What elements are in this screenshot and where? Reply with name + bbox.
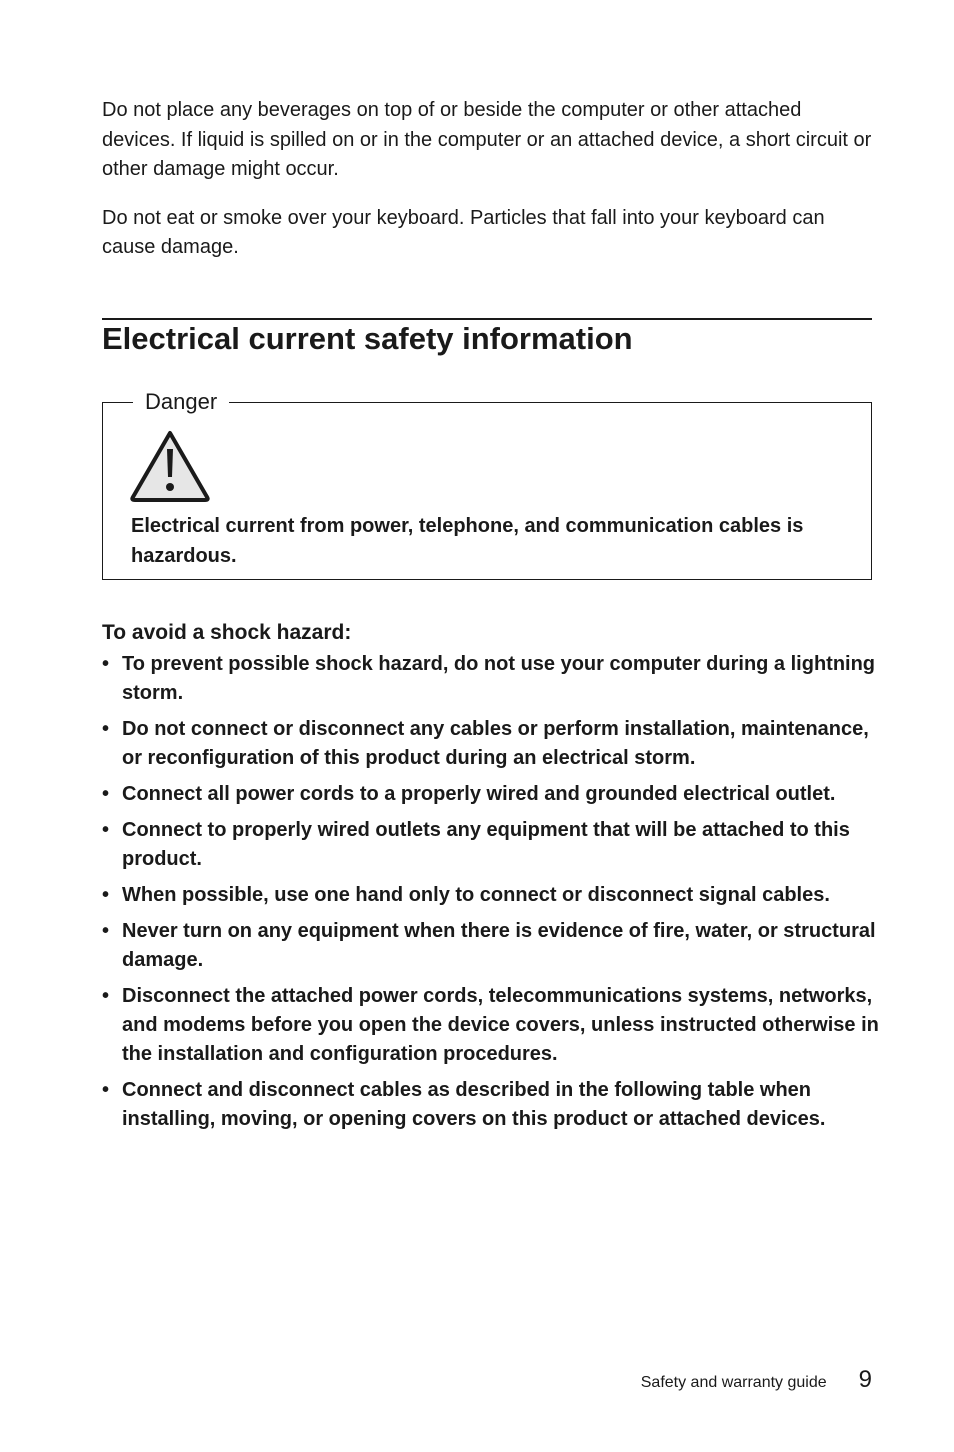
bullet-icon: • (102, 920, 110, 942)
bullet-icon: • (102, 1079, 110, 1101)
list-item (102, 917, 882, 975)
list-item (102, 1076, 882, 1134)
list-item (102, 715, 882, 773)
shock-hazard-heading: To avoid a shock hazard: (102, 621, 352, 644)
page-footer (641, 1366, 872, 1394)
page-number: 9 (858, 1366, 872, 1393)
list-item-text: When possible, use one hand only to connect or disconnect signal cables. (122, 884, 830, 906)
list-item (102, 650, 882, 708)
list-item-text: Connect to properly wired outlets any equipment that will be attached to this product. (122, 819, 850, 870)
warning-triangle-icon (129, 429, 211, 503)
list-item-text: Connect and disconnect cables as described in the following table when installing, moving, or opening covers on this product or attached devices. (122, 1079, 826, 1130)
list-item-text: Connect all power cords to a properly wired and grounded electrical outlet. (122, 783, 836, 805)
list-item (102, 816, 882, 874)
section-title: Electrical current safety information (102, 321, 633, 356)
bullet-icon: • (102, 783, 110, 805)
list-item-text: Do not connect or disconnect any cables or perform installation, maintenance, or reconfiguration of this product during an electrical storm. (122, 718, 869, 769)
danger-notice-box (102, 389, 872, 580)
bullet-icon: • (102, 884, 110, 906)
intro-paragraph: Do not place any beverages on top of or beside the computer or other attached devices. If liquid is spilled on or in the computer or an attached device, a short circuit or other damage might occur. (102, 99, 872, 180)
bullet-icon: • (102, 653, 110, 675)
list-item (102, 881, 882, 910)
list-item (102, 982, 882, 1069)
danger-text: Electrical current from power, telephone, and communication cables is hazardous. (131, 515, 804, 567)
bullet-icon: • (102, 718, 110, 740)
list-item-text: Disconnect the attached power cords, telecommunications systems, networks, and modems before you open the device covers, unless instructed otherwise in the installation and configuration procedures. (122, 985, 879, 1065)
footer-title: Safety and warranty guide (640, 1374, 827, 1391)
bullet-icon: • (102, 819, 110, 841)
list-item-text: To prevent possible shock hazard, do not use your computer during a lightning storm. (122, 653, 876, 704)
bullet-icon: • (102, 985, 110, 1007)
intro-paragraph: Do not eat or smoke over your keyboard. Particles that fall into your keyboard can cause damage. (102, 206, 825, 258)
intro-section (102, 96, 872, 282)
list-item-text: Never turn on any equipment when there is evidence of fire, water, or structural damage. (122, 920, 876, 971)
shock-hazard-list (102, 650, 882, 1141)
danger-label: Danger (133, 387, 229, 417)
list-item (102, 780, 882, 809)
